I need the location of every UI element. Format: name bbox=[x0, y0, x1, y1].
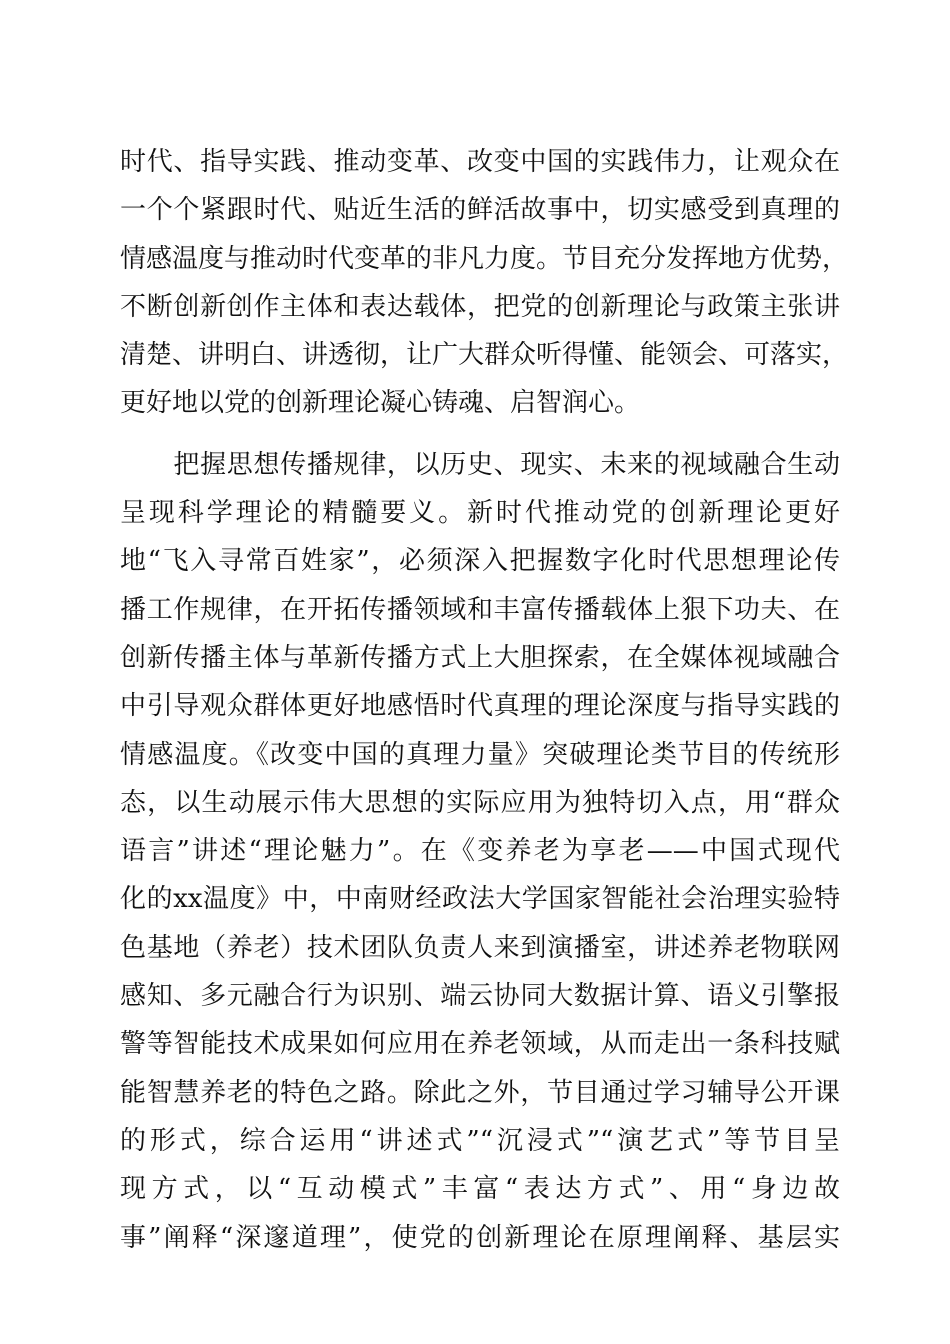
text-line: 创新传播主体与革新传播方式上大胆探索，在全媒体视域融合 bbox=[120, 642, 840, 673]
text-line: 感知、多元融合行为识别、端云协同大数据计算、语义引擎报 bbox=[120, 981, 840, 1012]
text-line: 呈现科学理论的精髓要义。新时代推动党的创新理论更好 bbox=[120, 498, 840, 529]
text-line: 色基地（养老）技术团队负责人来到演播室，讲述养老物联网 bbox=[120, 932, 840, 963]
text-line: 一个个紧跟时代、贴近生活的鲜活故事中，切实感受到真理的 bbox=[120, 195, 840, 226]
text-line: 清楚、讲明白、讲透彻，让广大群众听得懂、能领会、可落实， bbox=[120, 340, 849, 371]
body-text bbox=[120, 138, 849, 1262]
paragraph-1 bbox=[120, 138, 849, 428]
text-line: 现方式，以“互动模式”丰富“表达方式”、用“身边故 bbox=[120, 1174, 840, 1205]
text-line: 播工作规律，在开拓传播领域和丰富传播载体上狠下功夫、在 bbox=[120, 594, 840, 625]
text-line: 事”阐释“深邃道理”，使党的创新理论在原理阐释、基层实 bbox=[120, 1222, 840, 1253]
text-line: 的形式，综合运用“讲述式”“沉浸式”“演艺式”等节目呈 bbox=[120, 1125, 840, 1156]
text-line: 能智慧养老的特色之路。除此之外，节目通过学习辅导公开课 bbox=[120, 1077, 840, 1108]
text-line: 中引导观众群体更好地感悟时代真理的理论深度与指导实践的 bbox=[120, 691, 840, 722]
text-line: 化的xx温度》中，中南财经政法大学国家智能社会治理实验特 bbox=[120, 884, 840, 915]
paragraph-2 bbox=[120, 441, 840, 1262]
text-line: 情感温度。《改变中国的真理力量》突破理论类节目的传统形 bbox=[120, 739, 840, 770]
text-line: 地“飞入寻常百姓家”，必须深入把握数字化时代思想理论传 bbox=[120, 546, 840, 577]
text-line: 更好地以党的创新理论凝心铸魂、启智润心。 bbox=[120, 388, 641, 419]
text-line: 时代、指导实践、推动变革、改变中国的实践伟力，让观众在 bbox=[120, 147, 840, 177]
text-line: 警等智能技术成果如何应用在养老领域，从而走出一条科技赋 bbox=[120, 1029, 840, 1060]
text-line: 把握思想传播规律，以历史、现实、未来的视域融合生动 bbox=[120, 449, 840, 480]
text-line: 态，以生动展示伟大思想的实际应用为独特切入点，用“群众 bbox=[120, 787, 840, 818]
text-line: 不断创新创作主体和表达载体，把党的创新理论与政策主张讲 bbox=[120, 291, 840, 322]
text-line: 语言”讲述“理论魅力”。在《变养老为享老——中国式现代 bbox=[120, 836, 840, 867]
text-line: 情感温度与推动时代变革的非凡力度。节目充分发挥地方优势， bbox=[120, 243, 849, 274]
